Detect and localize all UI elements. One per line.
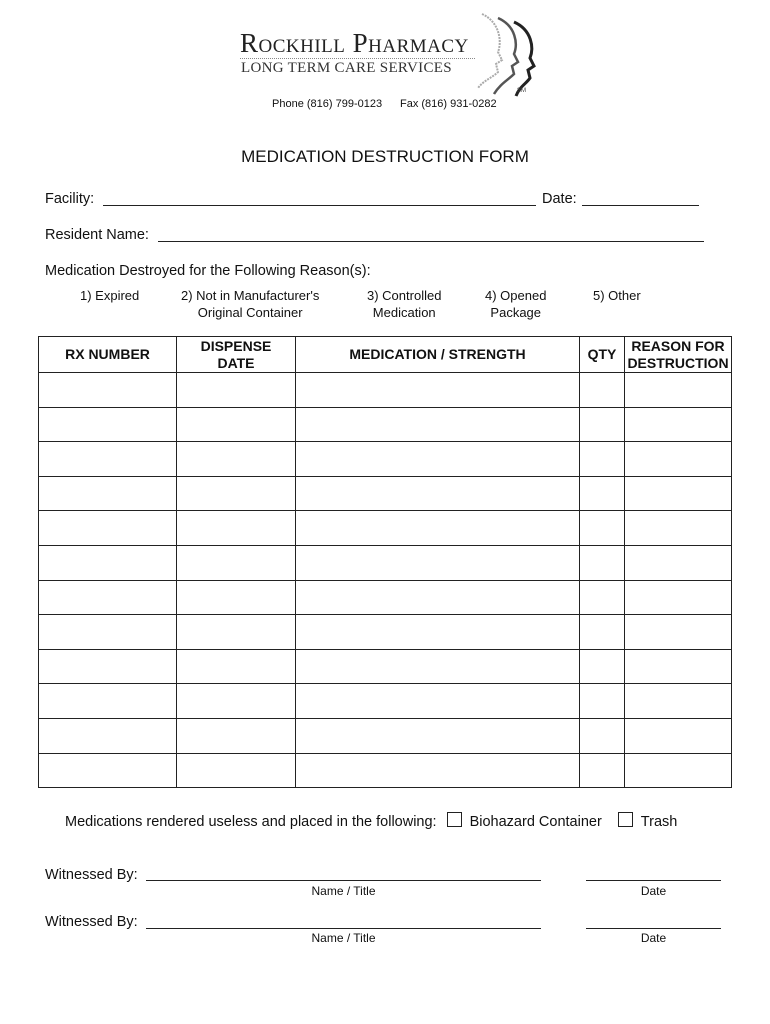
medication-strength-cell[interactable] (296, 476, 580, 511)
rx-number-cell[interactable] (39, 442, 177, 477)
witness-1-date-input[interactable] (586, 880, 721, 881)
col-reason: REASON FOR DESTRUCTION (625, 337, 732, 373)
logo-divider (240, 58, 475, 59)
qty-cell[interactable] (580, 545, 625, 580)
logo-faces-icon (470, 12, 540, 97)
medication-strength-cell[interactable] (296, 649, 580, 684)
rx-number-cell[interactable] (39, 476, 177, 511)
medication-strength-cell[interactable] (296, 373, 580, 408)
dispense-date-cell[interactable] (177, 615, 296, 650)
witness-2-date-caption: Date (640, 931, 667, 945)
dispense-date-cell[interactable] (177, 442, 296, 477)
company-name: Rockhill Pharmacy (240, 28, 469, 58)
medication-strength-cell[interactable] (296, 753, 580, 788)
qty-cell[interactable] (580, 615, 625, 650)
reason-3: 3) Controlled Medication (367, 288, 442, 320)
rx-number-cell[interactable] (39, 649, 177, 684)
rx-number-cell[interactable] (39, 753, 177, 788)
reason-cell[interactable] (625, 684, 732, 719)
medication-strength-cell[interactable] (296, 442, 580, 477)
table-row (39, 580, 732, 615)
facility-label: Facility: (45, 191, 95, 207)
qty-cell[interactable] (580, 718, 625, 753)
biohazard-checkbox[interactable] (447, 812, 462, 827)
rx-number-cell[interactable] (39, 615, 177, 650)
rx-number-cell[interactable] (39, 684, 177, 719)
trash-checkbox[interactable] (618, 812, 633, 827)
table-row (39, 615, 732, 650)
reasons-heading: Medication Destroyed for the Following Reason(s): (45, 263, 371, 279)
col-dispense-date: DISPENSE DATE (177, 337, 296, 373)
reason-4: 4) Opened Package (485, 288, 547, 320)
rx-number-cell[interactable] (39, 580, 177, 615)
reason-cell[interactable] (625, 615, 732, 650)
disposal-label: Medications rendered useless and placed in the following: (65, 814, 437, 830)
resident-label: Resident Name: (45, 227, 149, 243)
reason-cell[interactable] (625, 476, 732, 511)
table-row (39, 718, 732, 753)
qty-cell[interactable] (580, 753, 625, 788)
witness-1-name-caption: Name / Title (311, 884, 376, 898)
dispense-date-cell[interactable] (177, 373, 296, 408)
table-row (39, 407, 732, 442)
form-title: MEDICATION DESTRUCTION FORM (241, 147, 529, 166)
trash-label: Trash (640, 814, 678, 830)
rx-number-cell[interactable] (39, 407, 177, 442)
medication-strength-cell[interactable] (296, 511, 580, 546)
table-row (39, 442, 732, 477)
rx-number-cell[interactable] (39, 545, 177, 580)
biohazard-label: Biohazard Container (469, 814, 602, 830)
table-row (39, 545, 732, 580)
rx-number-cell[interactable] (39, 373, 177, 408)
rx-number-cell[interactable] (39, 718, 177, 753)
reason-cell[interactable] (625, 407, 732, 442)
dispense-date-cell[interactable] (177, 511, 296, 546)
col-qty: QTY (580, 337, 625, 373)
qty-cell[interactable] (580, 684, 625, 719)
reason-1: 1) Expired (80, 288, 140, 303)
qty-cell[interactable] (580, 476, 625, 511)
witness-2-date-input[interactable] (586, 928, 721, 929)
medication-strength-cell[interactable] (296, 718, 580, 753)
witness-1-name-input[interactable] (146, 880, 541, 881)
reason-cell[interactable] (625, 373, 732, 408)
reason-5: 5) Other (593, 288, 641, 303)
reason-cell[interactable] (625, 511, 732, 546)
resident-name-input[interactable] (158, 241, 704, 242)
witness-1-date-caption: Date (640, 884, 667, 898)
dispense-date-cell[interactable] (177, 753, 296, 788)
dispense-date-cell[interactable] (177, 407, 296, 442)
table-row (39, 649, 732, 684)
dispense-date-cell[interactable] (177, 545, 296, 580)
dispense-date-cell[interactable] (177, 580, 296, 615)
dispense-date-cell[interactable] (177, 684, 296, 719)
fax: Fax (816) 931-0282 (400, 98, 497, 110)
table-row (39, 511, 732, 546)
reason-cell[interactable] (625, 580, 732, 615)
witness-2-label: Witnessed By: (45, 914, 138, 930)
witness-2-name-caption: Name / Title (311, 931, 376, 945)
medication-strength-cell[interactable] (296, 407, 580, 442)
disposal-row (65, 812, 677, 830)
table-row (39, 684, 732, 719)
witness-2-name-input[interactable] (146, 928, 541, 929)
qty-cell[interactable] (580, 511, 625, 546)
reason-cell[interactable] (625, 753, 732, 788)
dispense-date-cell[interactable] (177, 476, 296, 511)
col-rx-number: RX NUMBER (39, 337, 177, 373)
date-input[interactable] (582, 205, 699, 206)
qty-cell[interactable] (580, 373, 625, 408)
company-subtitle: LONG TERM CARE SERVICES (241, 60, 452, 76)
medication-strength-cell[interactable] (296, 545, 580, 580)
dispense-date-cell[interactable] (177, 718, 296, 753)
medication-strength-cell[interactable] (296, 580, 580, 615)
reason-cell[interactable] (625, 545, 732, 580)
facility-input[interactable] (103, 205, 536, 206)
reason-cell[interactable] (625, 442, 732, 477)
qty-cell[interactable] (580, 580, 625, 615)
rx-number-cell[interactable] (39, 511, 177, 546)
qty-cell[interactable] (580, 407, 625, 442)
medication-table (38, 336, 732, 788)
medication-strength-cell[interactable] (296, 615, 580, 650)
service-mark: SM (517, 88, 526, 94)
reason-cell[interactable] (625, 718, 732, 753)
table-row (39, 753, 732, 788)
col-medication-strength: MEDICATION / STRENGTH (296, 337, 580, 373)
table-row (39, 476, 732, 511)
qty-cell[interactable] (580, 649, 625, 684)
reason-cell[interactable] (625, 649, 732, 684)
qty-cell[interactable] (580, 442, 625, 477)
dispense-date-cell[interactable] (177, 649, 296, 684)
reason-2: 2) Not in Manufacturer's Original Container (181, 288, 320, 320)
witness-1-label: Witnessed By: (45, 867, 138, 883)
phone: Phone (816) 799-0123 (272, 98, 383, 110)
date-label: Date: (542, 191, 577, 207)
medication-strength-cell[interactable] (296, 684, 580, 719)
table-row (39, 373, 732, 408)
